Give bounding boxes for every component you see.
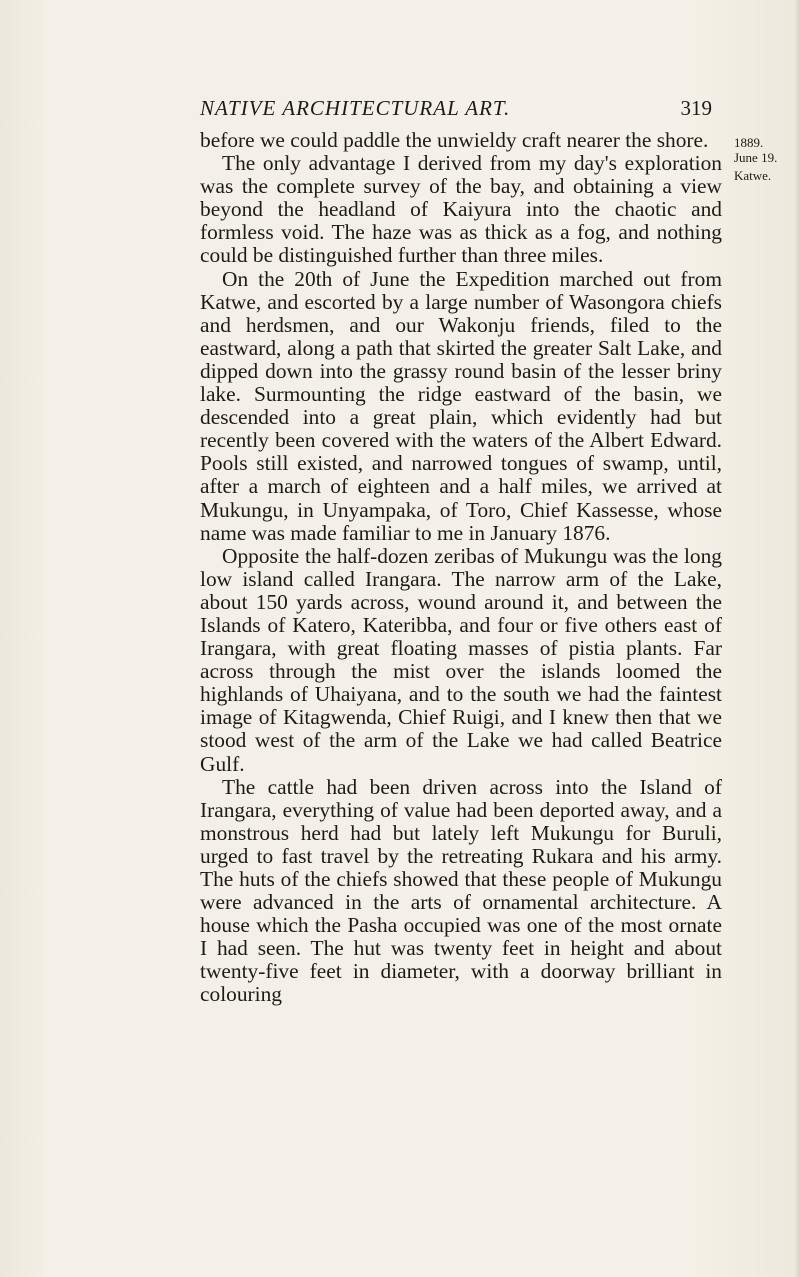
margin-place: Katwe. [734,168,772,183]
paragraph-3: On the 20th of June the Expedition marched out from Katwe, and escorted by a large number of Wasongora chiefs and herdsmen, and our Wakonju friends, filed to the eastward, along a path that skirted the greater Salt Lake, and dipped down into the grassy round basin of the lesser briny lake. Surmounting the ridge eastward of the basin, we descended into a great plain, which evidently had but recently been covered with the waters of the Albert Edward. Pools still existed, and narrowed tongues of swamp, until, after a march of eighteen and a half miles, we arrived at Mukungu, in Unyampaka, of Toro, Chief Kassesse, whose name was made familiar to me in January 1876. [200,266,722,545]
margin-notes [734,135,796,183]
margin-year: 1889. [734,135,764,150]
body-text [200,129,722,1007]
paragraph-4: Opposite the half-dozen zeribas of Mukungu was the long low island called Irangara. The narrow arm of the Lake, about 150 yards across, wound around it, and between the Islands of Katero, Kateribba, and four or five others east of Irangara, with great floating masses of pistia plants. Far across through the mist over the islands loomed the highlands of Uhaiyana, and to the south we had the faintest image of Kitagwenda, Chief Ruigi, and I knew then that we stood west of the arm of the Lake we had called Beatrice Gulf. [200,543,722,776]
running-title: NATIVE ARCHITECTURAL ART. [200,96,511,120]
page-number: 319 [680,96,712,120]
paragraph-1: before we could paddle the unwieldy craft nearer the shore. [200,128,709,152]
running-head [186,96,712,122]
paragraph-5: The cattle had been driven across into the Island of Irangara, everything of value had been deported away, and a monstrous herd had but lately left Mukungu for Buruli, urged to fast travel by the retreating Rukara and his army. The huts of the chiefs showed that these people of Mukungu were advanced in the arts of ornamental architecture. A house which the Pasha occupied was one of the most ornate I had seen. The hut was twenty feet in height and about twenty-five feet in diameter, with a doorway brilliant in colouring [200,774,722,1007]
paragraph-2: The only advantage I derived from my day's exploration was the complete survey of the bay, and obtaining a view beyond the headland of Kaiyura into the chaotic and formless void. The haze was as thick as a fog, and nothing could be distinguished further than three miles. [200,151,722,268]
page-edge-shadow [794,0,800,1277]
margin-date: June 19. [734,150,778,165]
